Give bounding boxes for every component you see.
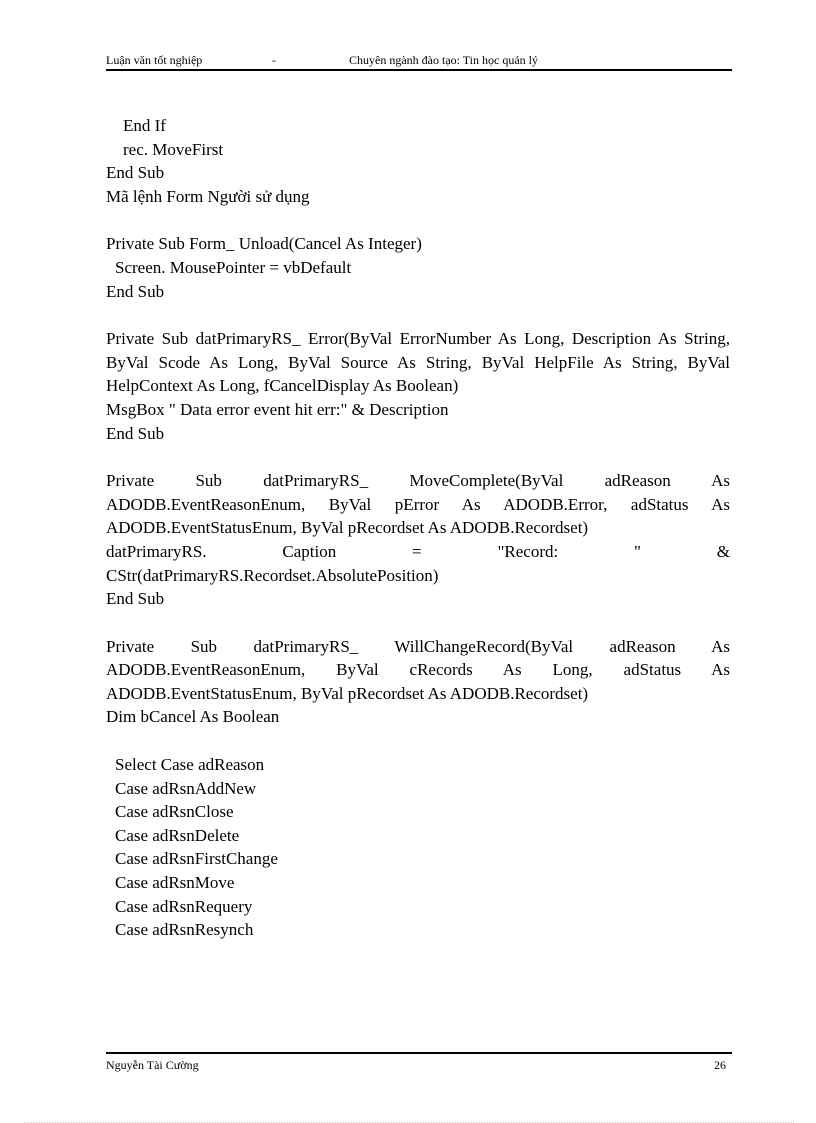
code-line: Case adRsnResynch xyxy=(115,920,254,940)
code-paragraph: Private Sub datPrimaryRS_ Error(ByVal ErrorNumber As Long, Description As String, ByVal Scode As Long, ByVal Source As String, ByVal HelpFile As String, ByVal HelpContext As Long, fCancelDisplay As Boolean) xyxy=(106,329,730,396)
code-line: rec. MoveFirst xyxy=(123,139,224,159)
code-line: Select Case adReason xyxy=(115,755,265,775)
code-line: End Sub xyxy=(106,163,165,183)
code-line: MsgBox " Data error event hit err:" & Description xyxy=(106,399,449,419)
code-paragraph: Private Sub datPrimaryRS_ WillChangeRecord(ByVal adReason As ADODB.EventReasonEnum, ByVal cRecords As Long, adStatus As ADODB.EventStatusEnum, ByVal pRecordset As ADODB.Recordset) xyxy=(106,636,730,703)
section-heading: Mã lệnh Form Người sử dụng xyxy=(106,186,310,206)
code-line: CStr(datPrimaryRS.Recordset.AbsolutePosition) xyxy=(106,565,439,585)
code-line: Case adRsnFirstChange xyxy=(115,849,278,869)
header-separator: - xyxy=(272,53,276,67)
code-line: Screen. MousePointer = vbDefault xyxy=(115,257,352,277)
code-line: Private Sub Form_ Unload(Cancel As Integer) xyxy=(106,234,422,254)
code-line: Case adRsnDelete xyxy=(115,825,240,845)
code-line: End If xyxy=(123,116,166,135)
code-line: End Sub xyxy=(106,281,165,301)
header-left-text: Luận văn tốt nghiệp xyxy=(106,53,203,67)
code-line: End Sub xyxy=(106,423,165,443)
page-number: 26 xyxy=(714,1058,726,1072)
header-right-text: Chuyên ngành đào tạo: Tin học quản lý xyxy=(349,53,538,67)
code-line: Case adRsnClose xyxy=(115,802,234,822)
code-line: Dim bCancel As Boolean xyxy=(106,707,280,727)
header-rule xyxy=(106,69,732,71)
page-body xyxy=(106,114,730,942)
page-header xyxy=(106,52,732,70)
code-paragraph: Private Sub datPrimaryRS_ MoveComplete(ByVal adReason As ADODB.EventReasonEnum, ByVal pError As ADODB.Error, adStatus As ADODB.EventStatusEnum, ByVal pRecordset As ADODB.Recordset) xyxy=(106,471,730,538)
code-line: End Sub xyxy=(106,589,165,609)
code-line: Case adRsnMove xyxy=(115,873,235,893)
footer-rule xyxy=(106,1052,732,1054)
code-line: datPrimaryRS. Caption = "Record: " & xyxy=(106,541,730,561)
code-line: Case adRsnRequery xyxy=(115,896,253,916)
code-line: Case adRsnAddNew xyxy=(115,778,257,798)
footer-author: Nguyễn Tài Cường xyxy=(106,1058,199,1072)
